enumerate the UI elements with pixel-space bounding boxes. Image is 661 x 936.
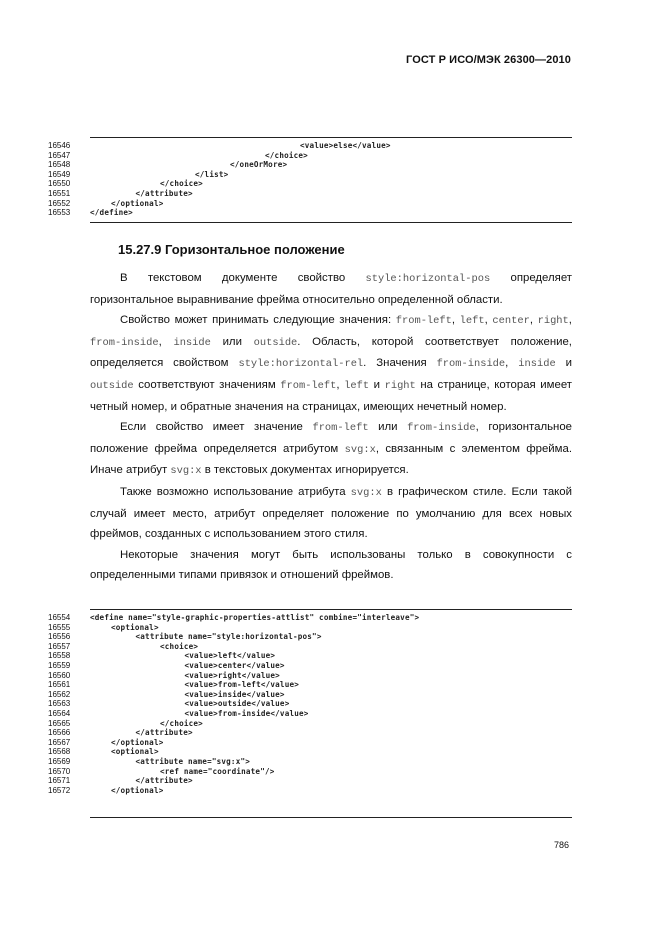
code-line: [48, 199, 578, 209]
code-line: [48, 613, 578, 623]
line-number: 16570: [48, 766, 71, 776]
code-text: <define name="style-graphic-properties-attlist" combine="interleave">: [90, 613, 420, 622]
code-line: [48, 141, 578, 151]
code-text: </define>: [90, 208, 133, 218]
code-text: </choice>: [160, 179, 203, 189]
line-number: 16549: [48, 169, 71, 179]
code-text: </choice>: [265, 150, 308, 160]
paragraph-5: Некоторые значения могут быть использованы только в совокупности с определенными типами привязок и отношений фреймов.: [90, 548, 572, 582]
code-line: [48, 189, 578, 199]
line-number: 16556: [48, 632, 71, 642]
code-top-rule: [90, 137, 572, 138]
code-text: <ref name="coordinate"/>: [160, 766, 275, 776]
line-number: 16563: [48, 699, 71, 709]
document-header: ГОСТ Р ИСО/МЭК 26300—2010: [406, 54, 571, 66]
code-text: <attribute name="svg:x">: [135, 756, 251, 766]
code-line: [48, 179, 578, 189]
line-number: 16551: [48, 188, 71, 198]
code-text: </attribute>: [135, 728, 193, 738]
code-line: [48, 786, 578, 796]
line-number: 16560: [48, 670, 71, 680]
line-number: 16553: [48, 208, 71, 218]
line-number: 16557: [48, 641, 71, 651]
code-bottom-bottom-rule: [90, 817, 572, 818]
code-text: <value>inside</value>: [184, 689, 285, 699]
code-text: </oneOrMore>: [230, 160, 288, 170]
line-number: 16552: [48, 198, 71, 208]
line-number: 16572: [48, 785, 71, 795]
code-line: [48, 767, 578, 777]
line-number: 16562: [48, 689, 71, 699]
line-number: 16567: [48, 737, 71, 747]
code-line: [48, 738, 578, 748]
code-line: [48, 208, 578, 218]
code-text: </optional>: [111, 198, 164, 208]
code-text: </list>: [195, 169, 229, 179]
code-line: [48, 151, 578, 161]
line-number: 16550: [48, 179, 71, 189]
line-number: 16558: [48, 651, 71, 661]
code-line: [48, 160, 578, 170]
code-text: <value>left</value>: [184, 651, 276, 661]
line-number: 16566: [48, 728, 71, 738]
code-line: [48, 680, 578, 690]
paragraph-1: В текстовом документе свойство style:horizontal-pos определяет горизонтальное выравнивание фрейма относительно определенной области.: [90, 272, 572, 306]
section-heading: 15.27.9 Горизонтальное положение: [118, 242, 345, 257]
code-text: <value>from-left</value>: [184, 680, 300, 690]
code-line: [48, 661, 578, 671]
paragraph-4: Также возможно использование атрибута svg:x в графическом стиле. Если такой случай имеет место, атрибут определяет положение по умолчанию для всех новых фреймов, созданных с использованием этого стиля.: [90, 485, 572, 541]
code-line: [48, 728, 578, 738]
code-text: <value>else</value>: [300, 141, 391, 150]
line-number: 16554: [48, 613, 71, 622]
code-line: [48, 776, 578, 786]
line-number: 16564: [48, 708, 71, 718]
code-line: [48, 719, 578, 729]
code-listing-top: [48, 141, 578, 218]
code-line: [48, 671, 578, 681]
code-line: [48, 709, 578, 719]
line-number: 16559: [48, 660, 71, 670]
code-line: [48, 642, 578, 652]
code-text: <value>right</value>: [184, 670, 280, 680]
line-number: 16548: [48, 160, 71, 170]
code-text: </optional>: [111, 737, 164, 747]
page-number: 786: [553, 840, 569, 850]
code-top-bottom-rule: [90, 222, 572, 223]
code-text: <optional>: [111, 622, 159, 632]
line-number: 16571: [48, 776, 71, 786]
paragraph-3: Если свойство имеет значение from-left или from-inside, горизонтальное положение фрейма определяется атрибутом svg:x, связанным с элементом фрейма. Иначе атрибут svg:x в текстовых документах игнорируется.: [90, 421, 572, 478]
line-number: 16546: [48, 141, 71, 150]
code-listing-bottom: [48, 613, 578, 795]
code-line: [48, 747, 578, 757]
code-text: <attribute name="style:horizontal-pos">: [135, 632, 322, 642]
line-number: 16555: [48, 622, 71, 632]
code-text: </optional>: [111, 785, 164, 795]
code-text: </attribute>: [135, 776, 193, 786]
line-number: 16565: [48, 718, 71, 728]
code-line: [48, 699, 578, 709]
code-bottom-rule: [90, 609, 572, 610]
code-text: </choice>: [160, 718, 203, 728]
line-number: 16568: [48, 747, 71, 757]
code-line: [48, 690, 578, 700]
code-text: <choice>: [160, 641, 199, 651]
code-line: [48, 170, 578, 180]
code-text: <value>outside</value>: [184, 699, 290, 709]
line-number: 16561: [48, 680, 71, 690]
code-line: [48, 651, 578, 661]
line-number: 16547: [48, 150, 71, 160]
line-number: 16569: [48, 756, 71, 766]
code-text: <value>center</value>: [184, 660, 285, 670]
paragraph-2: Свойство может принимать следующие значения: from-left, left, center, right, from-inside, inside или outside. Область, которой соответствует положение, определяется свойством style:horizontal-rel. Значения from-inside, inside и outside соответствуют значениям from-left, left и right на странице, которая имеет четный номер, и обратные значения на страницах, имеющих нечетный номер.: [90, 314, 572, 413]
code-line: [48, 757, 578, 767]
code-text: <value>from-inside</value>: [184, 708, 309, 718]
code-line: [48, 623, 578, 633]
code-text: </attribute>: [135, 188, 193, 198]
code-text: <optional>: [111, 747, 159, 757]
code-line: [48, 632, 578, 642]
body-text: [90, 268, 572, 586]
